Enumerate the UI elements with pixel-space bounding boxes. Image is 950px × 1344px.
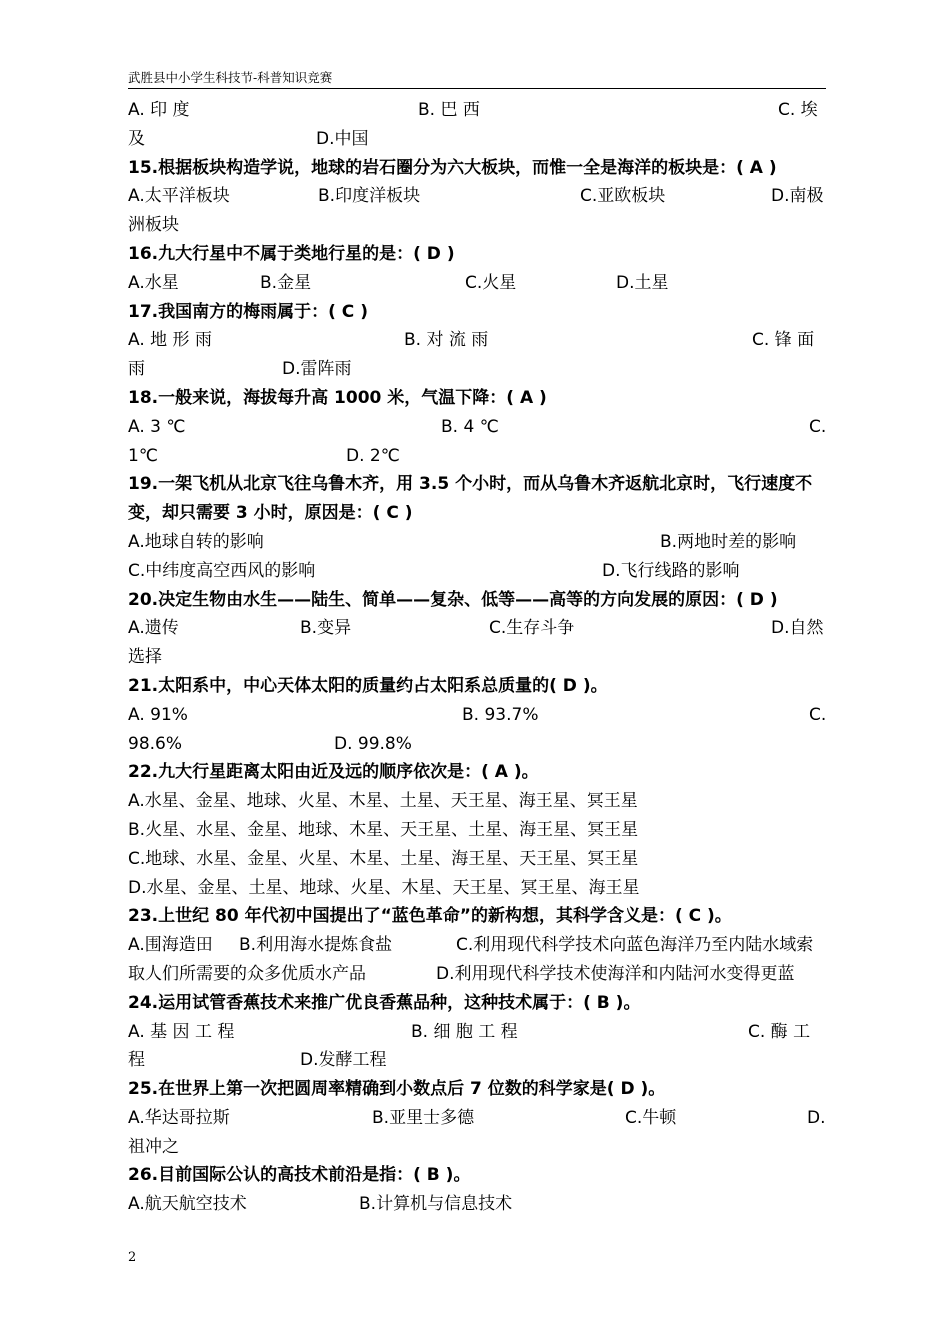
option-text: D.发酵工程 — [300, 1050, 387, 1071]
option-line — [128, 874, 826, 903]
option-text: C.地球、水星、金星、火星、木星、土星、海王星、天王星、冥王星 — [128, 848, 639, 869]
option-line — [128, 1046, 826, 1075]
question-text: 20.决定生物由水生——陆生、简单——复杂、低等——高等的方向发展的原因：( D ) — [128, 589, 778, 610]
option-text: D.雷阵雨 — [282, 359, 352, 380]
question-text: 26.目前国际公认的高技术前沿是指：( B )。 — [128, 1165, 471, 1186]
option-text: A. 3 ℃ — [128, 416, 186, 437]
option-line — [128, 730, 826, 759]
option-text: C.亚欧板块 — [580, 186, 666, 207]
question-line — [128, 1075, 826, 1104]
option-text: C.利用现代科学技术向蓝色海洋乃至内陆水域索 — [456, 935, 814, 956]
option-line — [128, 1190, 826, 1219]
option-line — [128, 960, 826, 989]
option-text: D. — [807, 1107, 826, 1128]
option-text: 及 — [128, 128, 145, 149]
option-text: B. 巴 西 — [418, 100, 480, 120]
option-line — [128, 1104, 826, 1133]
option-text: B.利用海水提炼食盐 — [239, 935, 393, 956]
option-text: B.金星 — [260, 272, 312, 293]
option-line — [128, 528, 826, 557]
question-text: 变，却只需要 3 小时，原因是：( C ) — [128, 503, 413, 524]
option-text: C.牛顿 — [625, 1107, 677, 1128]
document-body — [128, 96, 826, 1219]
option-text: D. 2℃ — [346, 445, 400, 466]
option-text: D.土星 — [616, 272, 669, 293]
option-text: A.地球自转的影响 — [128, 531, 264, 552]
option-text: D.自然 — [771, 618, 824, 639]
option-text: D.水星、金星、土星、地球、火星、木星、天王星、冥王星、海王星 — [128, 877, 640, 898]
option-line — [128, 643, 826, 672]
question-line — [128, 1161, 826, 1190]
option-text: D.南极 — [771, 186, 824, 207]
option-text: A.太平洋板块 — [128, 186, 230, 207]
option-text: A. 基 因 工 程 — [128, 1021, 235, 1042]
question-text: 15.根据板块构造学说，地球的岩石圈分为六大板块，而惟一全是海洋的板块是：( A ) — [128, 157, 777, 178]
option-text: B.变异 — [300, 618, 352, 639]
option-text: C. 酶 工 — [748, 1021, 811, 1042]
option-text: B. 对 流 雨 — [404, 330, 489, 351]
question-line — [128, 240, 826, 269]
option-line — [128, 269, 826, 298]
option-line — [128, 182, 826, 211]
option-text: 洲板块 — [128, 215, 179, 236]
option-text: C. — [809, 416, 827, 437]
question-text: 16.九大行星中不属于类地行星的是：( D ) — [128, 243, 455, 264]
option-line — [128, 1133, 826, 1162]
option-text: D.飞行线路的影响 — [602, 560, 740, 581]
question-line — [128, 298, 826, 327]
option-line — [128, 326, 826, 355]
option-text: C. 锋 面 — [752, 330, 815, 351]
option-line — [128, 1018, 826, 1047]
option-text: C.生存斗争 — [489, 618, 575, 639]
option-line — [128, 211, 826, 240]
option-text: A.航天航空技术 — [128, 1194, 247, 1215]
question-text: 19.一架飞机从北京飞往乌鲁木齐，用 3.5 个小时，而从乌鲁木齐返航北京时，飞行速度不 — [128, 474, 813, 495]
option-text: 祖冲之 — [128, 1136, 179, 1157]
question-line — [128, 470, 826, 499]
option-text: A.遗传 — [128, 618, 179, 639]
option-text: 程 — [128, 1050, 145, 1071]
option-line — [128, 845, 826, 874]
question-text: 23.上世纪 80 年代初中国提出了“蓝色革命”的新构想，其科学含义是：( C )。 — [128, 906, 732, 927]
option-line — [128, 125, 826, 154]
option-text: 选择 — [128, 647, 162, 668]
option-text: B.亚里士多德 — [372, 1107, 475, 1128]
question-line — [128, 586, 826, 615]
option-line — [128, 614, 826, 643]
question-line — [128, 384, 826, 413]
option-text: C. 埃 — [778, 100, 818, 120]
option-text: B. 细 胞 工 程 — [411, 1021, 518, 1042]
option-text: B. 93.7% — [462, 704, 539, 725]
option-text: C. — [809, 704, 827, 725]
question-line — [128, 672, 826, 701]
option-text: A.水星、金星、地球、火星、木星、土星、天王星、海王星、冥王星 — [128, 791, 638, 812]
option-text: B.火星、水星、金星、地球、木星、天王星、土星、海王星、冥王星 — [128, 819, 639, 840]
option-text: 1℃ — [128, 445, 158, 466]
question-text: 24.运用试管香蕉技术来推广优良香蕉品种，这种技术属于：( B )。 — [128, 992, 641, 1013]
question-text: 18.一般来说，海拔每升高 1000 米，气温下降：( A ) — [128, 387, 547, 408]
question-line — [128, 758, 826, 787]
header-title: 武胜县中小学生科技节-科普知识竞赛 — [128, 70, 333, 85]
question-line — [128, 154, 826, 183]
option-text: A.水星 — [128, 272, 179, 293]
question-line — [128, 989, 826, 1018]
option-text: 取人们所需要的众多优质水产品 — [128, 963, 366, 984]
option-line — [128, 816, 826, 845]
option-text: B. 4 ℃ — [441, 416, 499, 437]
question-text: 21.太阳系中，中心天体太阳的质量约占太阳系总质量的( D )。 — [128, 675, 608, 696]
option-text: B.两地时差的影响 — [660, 531, 797, 552]
option-text: B.计算机与信息技术 — [359, 1194, 513, 1215]
option-text: B.印度洋板块 — [318, 186, 421, 207]
option-text: C.中纬度高空西风的影响 — [128, 560, 316, 581]
option-text: 98.6% — [128, 733, 183, 754]
option-line — [128, 701, 826, 730]
option-text: A.华达哥拉斯 — [128, 1107, 230, 1128]
option-text: D.中国 — [316, 128, 369, 149]
question-text: 22.九大行星距离太阳由近及远的顺序依次是：( A )。 — [128, 762, 539, 783]
option-text: 雨 — [128, 359, 145, 380]
question-text: 25.在世界上第一次把圆周率精确到小数点后 7 位数的科学家是( D )。 — [128, 1079, 666, 1100]
option-text: D. 99.8% — [334, 733, 412, 754]
option-line — [128, 557, 826, 586]
question-line — [128, 499, 826, 528]
option-line — [128, 413, 826, 442]
option-text: A. 91% — [128, 704, 188, 725]
question-line — [128, 902, 826, 931]
page-header — [128, 68, 826, 89]
page-number: 2 — [128, 1250, 137, 1265]
option-line — [128, 931, 826, 960]
option-text: C.火星 — [465, 272, 517, 293]
option-line — [128, 355, 826, 384]
option-text: A. 地 形 雨 — [128, 330, 212, 351]
question-text: 17.我国南方的梅雨属于：( C ) — [128, 301, 368, 322]
option-line — [128, 787, 826, 816]
option-line — [128, 442, 826, 471]
option-text: A. 印 度 — [128, 100, 190, 120]
option-text: A.围海造田 — [128, 935, 213, 956]
option-text: D.利用现代科学技术使海洋和内陆河水变得更蓝 — [436, 963, 795, 984]
option-line — [128, 96, 826, 125]
